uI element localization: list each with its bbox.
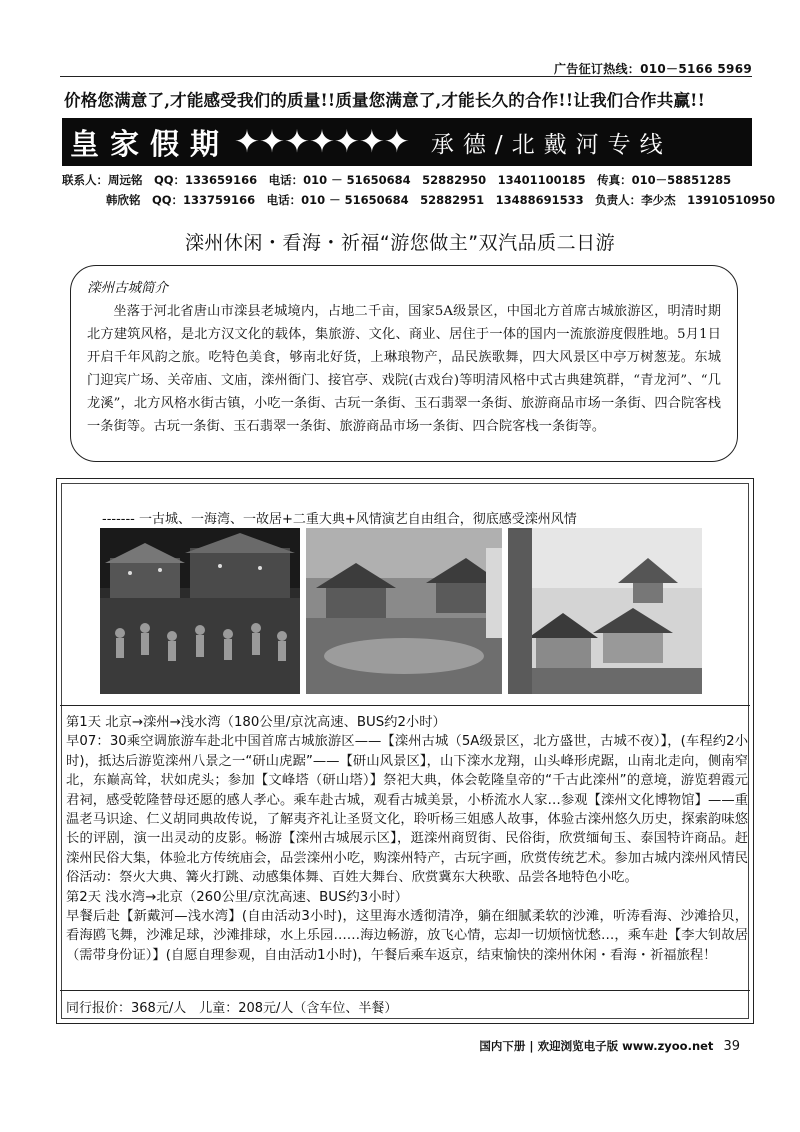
tour-headline: 滦州休闲・看海・祈福“游您做主”双汽品质二日游 [184,232,616,254]
photo-water-pavilion [306,528,502,694]
price-line: 同行报价：368元/人 儿童：208元/人（含车位、半餐） [66,1001,398,1016]
page-footer [479,1038,740,1054]
top-rule [60,76,752,77]
itinerary [66,713,748,965]
contact-line-1: 联系人：周远铭 QQ：133659166 电话：010 － 51650684 52882950 13401100185 传真：010－58851285 [62,173,732,187]
day2-text: 早餐后赴【新戴河—浅水湾】(自由活动3小时)，这里海水透彻清净，躺在细腻柔软的沙滩，听涛看海、沙滩拾贝，看海鸥飞舞，沙滩足球，沙滩排球，水上乐园……海边畅游，放飞心情，忘却一切烦恼忧愁…，乘车赴【李大钊故居（需带身份证）】(自愿自理参观，自由活动1小时)，午餐后乘车返京，结束愉快的滦州休闲・看海・祈福旅程！ [66,909,748,963]
intro-title: 滦州古城简介 [87,280,168,296]
footer-text: 国内下册 | 欢迎浏览电子版 www.zyoo.net [479,1039,714,1053]
intro-text: 坐落于河北省唐山市滦县老城境内，占地二千亩，国家5A级景区，中国北方首席古城旅游区，明清时期北方建筑风格，是北方汉文化的载体，集旅游、文化、商业、居住于一体的国内一流旅游度假胜地。5月1日开启千年风韵之旅。吃特色美食，够南北好货，上琳琅物产，品民族歌舞，四大风景区中亭万树葱茏。东城门迎宾广场、关帝庙、文庙，滦州衙门、接官亭、戏院(古戏台)等明清风格中式古典建筑群，“青龙河”、“几龙溪”，北方风格水街古镇，小吃一条街、古玩一条街、玉石翡翠一条街、旅游商品市场一条街、四合院客栈一条街等。古玩一条街、玉石翡翠一条街、旅游商品市场一条街、四合院客栈一条街等。 [87,304,721,434]
brand-name: 皇家假期 [70,126,231,161]
page-number: 39 [723,1039,740,1054]
tagline: ------- 一古城、一海湾、一故居+二重大典+风情演艺自由组合，彻底感受滦州风情 [102,512,577,527]
ad-hotline: 广告征订热线：010－5166 5969 [553,62,752,76]
photo-night-plaza [100,528,300,694]
route-title: 承德/北戴河专线 [430,131,672,158]
photo-divider [60,705,750,706]
contact-line-2: 韩欣铭 QQ：133759166 电话：010 － 51650684 52882951 13488691533 负责人：李少杰 13910510950 [106,193,776,207]
intro-box [70,265,738,462]
price-divider [60,990,750,991]
photo-rooftops [508,528,702,694]
slogan: 价格您满意了,才能感受我们的质量!!质量您满意了,才能长久的合作!!让我们合作共赢!! [64,91,706,110]
day1-title: 第1天 北京→滦州→浅水湾（180公里/京沈高速、BUS约2小时） [66,715,446,730]
day2-title: 第2天 浅水湾→北京（260公里/京沈高速、BUS约3小时） [66,889,409,905]
day1-text: 早07：30乘空调旅游车赴北中国首席古城旅游区——【滦州古城（5A级景区，北方盛世，古城不夜）】，(车程约2小时)，抵达后游览滦州八景之一“研山虎踞”——【研山风景区】，山下滦水龙翔，山头峰形虎踞，山南北走向，侧南窄北，东巅高耸，状如虎头；参加【文峰塔（研山塔）】祭祀大典，体会乾隆皇帝的“千古此滦州”的意境，游览碧霞元君祠，感受乾隆替母还愿的感人孝心。乘车赴古城，观看古城美景，小桥流水人家…参观【滦州文化博物馆】——重温老马识途、仁义胡同典故传说，了解夷齐礼让圣贤文化，聆听杨三姐感人故事，体验古滦州悠久历史，探索韵味悠长的评剧，演一出灵动的皮影。畅游【滦州古城展示区】，逛滦州商贸街、民俗街，欣赏缅甸玉、泰国特许商品。赶滦州民俗大集，体验北方传统庙会，品尝滦州小吃，购滦州特产，古玩字画，欣赏传统艺术。参加古城内滦州风情民俗活动：祭火大典、篝火打跳、动感集体舞、百姓大舞台、欣赏冀东大秧歌、品尝各地特色小吃。 [66,734,748,886]
star-icons: ✦✦✦✦✦✦✦ [234,124,409,160]
brand-banner [62,118,752,166]
